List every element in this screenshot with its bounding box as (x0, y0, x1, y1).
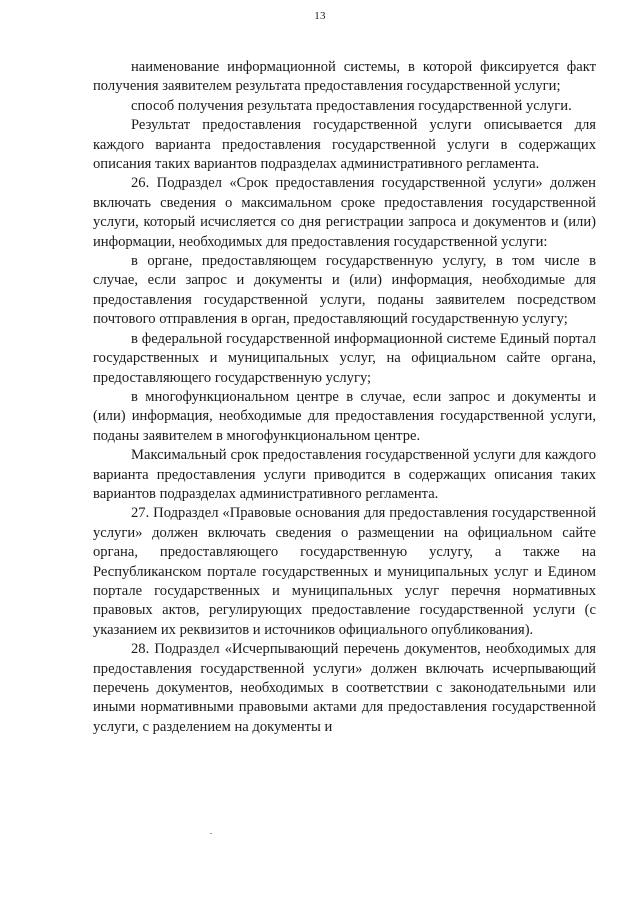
page-number: 13 (314, 10, 326, 22)
paragraph: 26. Подраздел «Срок предоставления государственной услуги» должен включать сведения о максимальном сроке предоставления государственной услуги, который исчисляется со дня регистрации запроса и документов и (или) информации, необходимых для предоставления государственной услуги: (93, 175, 596, 250)
paragraph: 28. Подраздел «Исчерпывающий перечень документов, необходимых для предоставления государственной услуги» должен включать исчерпывающий перечень документов, необходимых в соответствии с законодательными или иными нормативными правовыми актами для предоставления государственной услуги, с разделением на документы и (93, 641, 596, 735)
paragraph: наименование информационной системы, в которой фиксируется факт получения заявителем результата предоставления государственной услуги; (93, 59, 596, 95)
paragraph: Результат предоставления государственной услуги описывается для каждого варианта предоставления государственной услуги в содержащих описания таких вариантов подразделах административного регламента. (93, 117, 596, 173)
paragraph: в федеральной государственной информационной системе Единый портал государственных и муниципальных услуг, на официальном сайте органа, предоставляющего государственную услугу; (93, 330, 596, 386)
paragraph: Максимальный срок предоставления государственной услуги для каждого варианта предоставления услуги приводится в содержащих описания таких вариантов подразделах административного регламента. (93, 447, 596, 502)
document-body (93, 58, 596, 737)
scan-speck (210, 833, 212, 834)
paragraph: в многофункциональном центре в случае, если запрос и документы и (или) информация, необходимые для предоставления государственной услуги, поданы заявителем в многофункциональном центре. (93, 388, 596, 444)
paragraph: в органе, предоставляющем государственную услугу, в том числе в случае, если запрос и документы и (или) информация, необходимые для предоставления государственной услуги, поданы заявителем посредством почтового отправления в орган, предоставляющий государственную услугу; (93, 253, 596, 328)
paragraph: способ получения результата предоставления государственной услуги. (131, 97, 572, 114)
paragraph: 27. Подраздел «Правовые основания для предоставления государственной услуги» должен включать сведения о размещении на официальном сайте органа, предоставляющего государственную услугу, а также на Республиканском портале государственных и муниципальных услуг и Едином портале государственных и муниципальных услуг перечня нормативных правовых актов, регулирующих предоставление государственной услуги (с указанием их реквизитов и источников официального опубликования). (93, 505, 596, 638)
